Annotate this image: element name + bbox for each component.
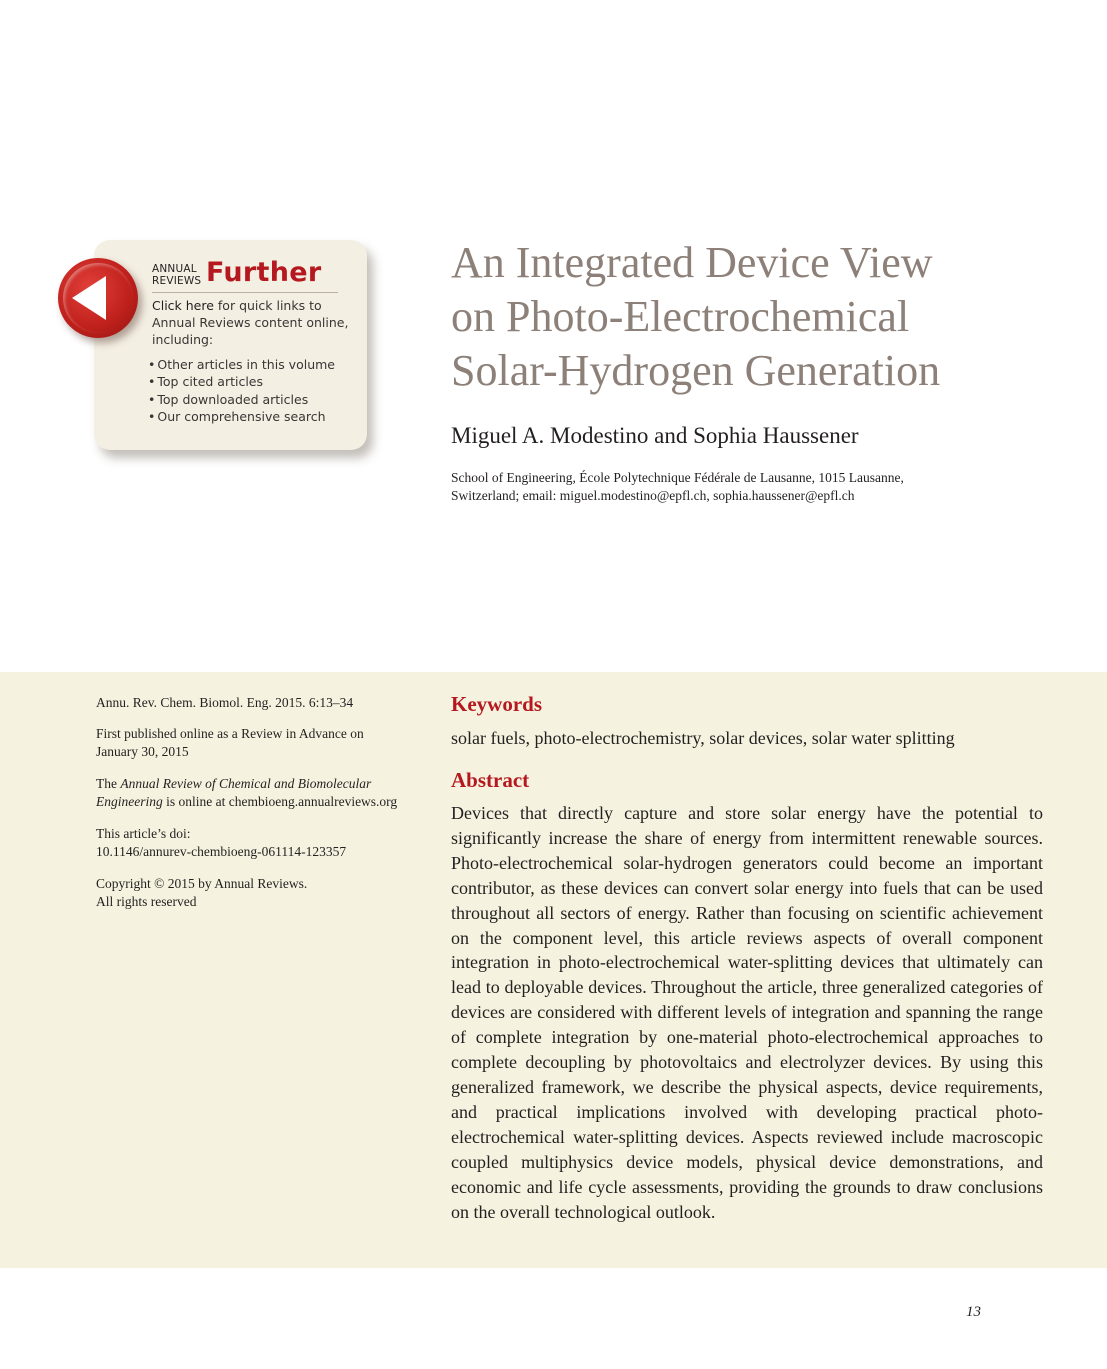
- journal-note: [96, 775, 431, 811]
- journal-url-text[interactable]: is online at chembioeng.annualreviews.org: [162, 794, 398, 809]
- page-number: 13: [966, 1304, 981, 1320]
- click-here-link[interactable]: Click here: [152, 298, 214, 313]
- rights-line: All rights reserved: [96, 894, 197, 909]
- further-link-search[interactable]: • Our comprehensive search: [148, 408, 335, 425]
- brand-further: Further: [206, 257, 322, 288]
- doi-label: This article’s doi:: [96, 826, 191, 841]
- copyright-line: Copyright © 2015 by Annual Reviews.: [96, 876, 308, 891]
- further-divider: [152, 292, 338, 293]
- keywords-text: solar fuels, photo-electrochemistry, solar devices, solar water splitting: [451, 728, 955, 748]
- title-line: on Photo-Electrochemical: [451, 292, 910, 341]
- abstract-heading: Abstract: [451, 768, 530, 792]
- title-line: Solar-Hydrogen Generation: [451, 346, 941, 395]
- authors: Miguel A. Modestino and Sophia Haussener: [451, 423, 859, 448]
- further-links: [148, 356, 335, 425]
- doi-block: [96, 825, 431, 861]
- article-title: [451, 236, 1051, 398]
- title-line: An Integrated Device View: [451, 238, 933, 287]
- further-link-top-cited[interactable]: • Top cited articles: [148, 373, 335, 390]
- further-link-other-articles[interactable]: • Other articles in this volume: [148, 356, 335, 373]
- keywords-heading: Keywords: [451, 692, 542, 716]
- doi-value[interactable]: 10.1146/annurev-chembioeng-061114-123357: [96, 844, 347, 859]
- copyright: [96, 875, 431, 911]
- published-note: [96, 725, 431, 761]
- journal-prefix: The: [96, 776, 121, 791]
- journal-name-cont: Engineering: [96, 794, 163, 809]
- brand-reviews: REVIEWS: [152, 275, 202, 287]
- affiliation: [451, 469, 1011, 505]
- further-intro: [152, 297, 352, 348]
- journal-name: Annual Review of Chemical and Biomolecular: [120, 776, 372, 791]
- further-intro-text: for quick links to Annual Reviews content online, including:: [152, 298, 349, 347]
- citation: Annu. Rev. Chem. Biomol. Eng. 2015. 6:13–34: [96, 695, 354, 710]
- published-line: First published online as a Review in Advance on: [96, 726, 364, 741]
- affiliation-line: School of Engineering, École Polytechnique Fédérale de Lausanne, 1015 Lausanne,: [451, 470, 904, 485]
- back-arrow-icon[interactable]: [58, 258, 138, 338]
- abstract-text: Devices that directly capture and store solar energy have the potential to significantly increase the share of energy from intermittent renewable sources. Photo-electrochemical solar-hydrogen generators could become an important contributor, as these devices can convert solar energy into fuels that can be used throughout all sectors of energy. Rather than focusing on scientific achievement on the component level, this article reviews aspects of overall component integration in photo-electrochemical water-splitting devices that ultimately can lead to deployable devices. Throughout the article, three generalized categories of devices are considered with different levels of integration and spanning the range of complete integration by one-material photo-electrochemical approaches to complete decoupling by photovoltaics and electrolyzer devices. By using this generalized framework, we describe the physical aspects, device requirements, and practical implications involved with developing practical photo-electrochemical water-splitting devices. Aspects reviewed include macroscopic coupled multiphysics device models, physical device demonstrations, and economic and life cycle assessments, providing the grounds to draw conclusions on the overall technological outlook.: [451, 803, 1043, 1222]
- published-date: January 30, 2015: [96, 744, 189, 759]
- arrow-shape: [72, 276, 106, 320]
- brand-annual: ANNUAL: [152, 263, 197, 275]
- affiliation-line: Switzerland; email: miguel.modestino@epfl.ch, sophia.haussener@epfl.ch: [451, 488, 855, 503]
- further-link-top-downloaded[interactable]: • Top downloaded articles: [148, 391, 335, 408]
